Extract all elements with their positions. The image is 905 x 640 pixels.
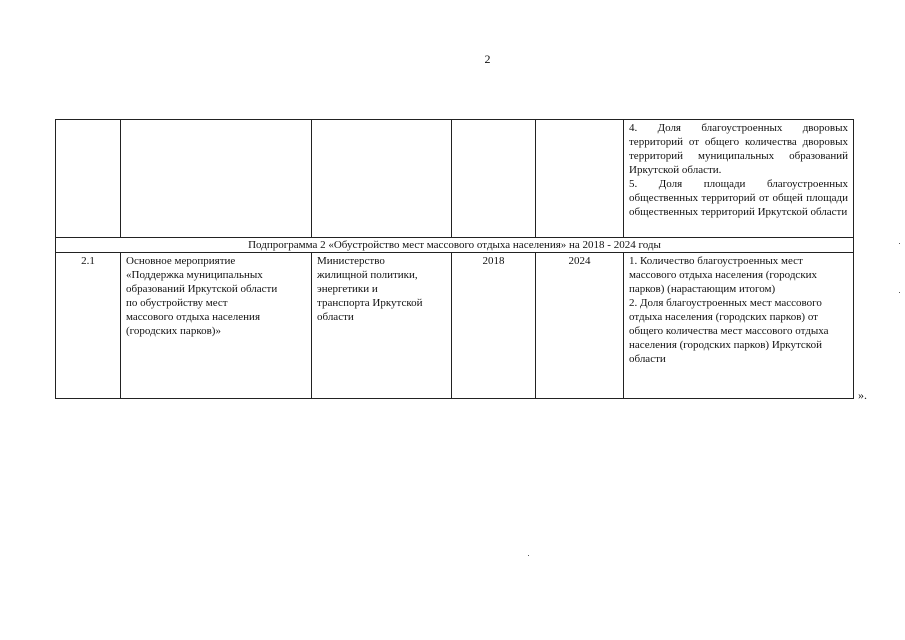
page-number: 2 bbox=[484, 52, 491, 66]
activity-line: образований Иркутской области bbox=[126, 283, 278, 295]
subprogram-heading-row bbox=[56, 238, 854, 253]
start-year: 2018 bbox=[452, 253, 536, 399]
table-row bbox=[56, 253, 854, 399]
indicators-cell bbox=[624, 253, 854, 399]
scan-speck bbox=[899, 243, 900, 244]
row-number: 2.1 bbox=[56, 253, 121, 399]
cell-start-year-empty bbox=[452, 120, 536, 238]
activity-line: «Поддержка муниципальных bbox=[126, 269, 263, 281]
subprogram-heading: Подпрограмма 2 «Обустройство мест массового отдыха населения» на 2018 - 2024 годы bbox=[56, 238, 854, 253]
cell-executor-empty bbox=[312, 120, 452, 238]
cell-number-empty bbox=[56, 120, 121, 238]
executor-cell bbox=[312, 253, 452, 399]
cell-activity-empty bbox=[121, 120, 312, 238]
activity-line: по обустройству мест bbox=[126, 297, 228, 309]
executor-line: области bbox=[317, 311, 354, 323]
cell-indicators bbox=[624, 120, 854, 238]
end-year: 2024 bbox=[536, 253, 624, 399]
program-table bbox=[55, 119, 854, 399]
executor-line: транспорта Иркутской bbox=[317, 297, 423, 309]
indicator-item: 1. Количество благоустроенных мест массового отдыха населения (городских парков) (нарастающим итогом) bbox=[629, 255, 818, 295]
scan-speck bbox=[528, 555, 529, 556]
indicator-item: 5. Доля площади благоустроенных общественных территорий от общей площади общественных территорий Иркутской области bbox=[629, 178, 848, 218]
executor-line: энергетики и bbox=[317, 283, 378, 295]
indicator-item: 4. Доля благоустроенных дворовых территорий от общего количества дворовых территорий муниципальных образований Иркутской области. bbox=[629, 122, 848, 176]
executor-line: Министерство bbox=[317, 255, 385, 267]
continuation-row bbox=[56, 120, 854, 238]
activity-cell bbox=[121, 253, 312, 399]
closing-quote: ». bbox=[858, 388, 867, 402]
executor-line: жилищной политики, bbox=[317, 269, 418, 281]
activity-line: Основное мероприятие bbox=[126, 255, 236, 267]
cell-end-year-empty bbox=[536, 120, 624, 238]
scan-speck bbox=[899, 292, 900, 293]
activity-line: (городских парков)» bbox=[126, 325, 221, 337]
indicator-item: 2. Доля благоустроенных мест массового отдыха населения (городских парков) от общего количества мест массового отдыха населения (городских парков) Иркутской области bbox=[629, 297, 829, 365]
activity-line: массового отдыха населения bbox=[126, 311, 261, 323]
